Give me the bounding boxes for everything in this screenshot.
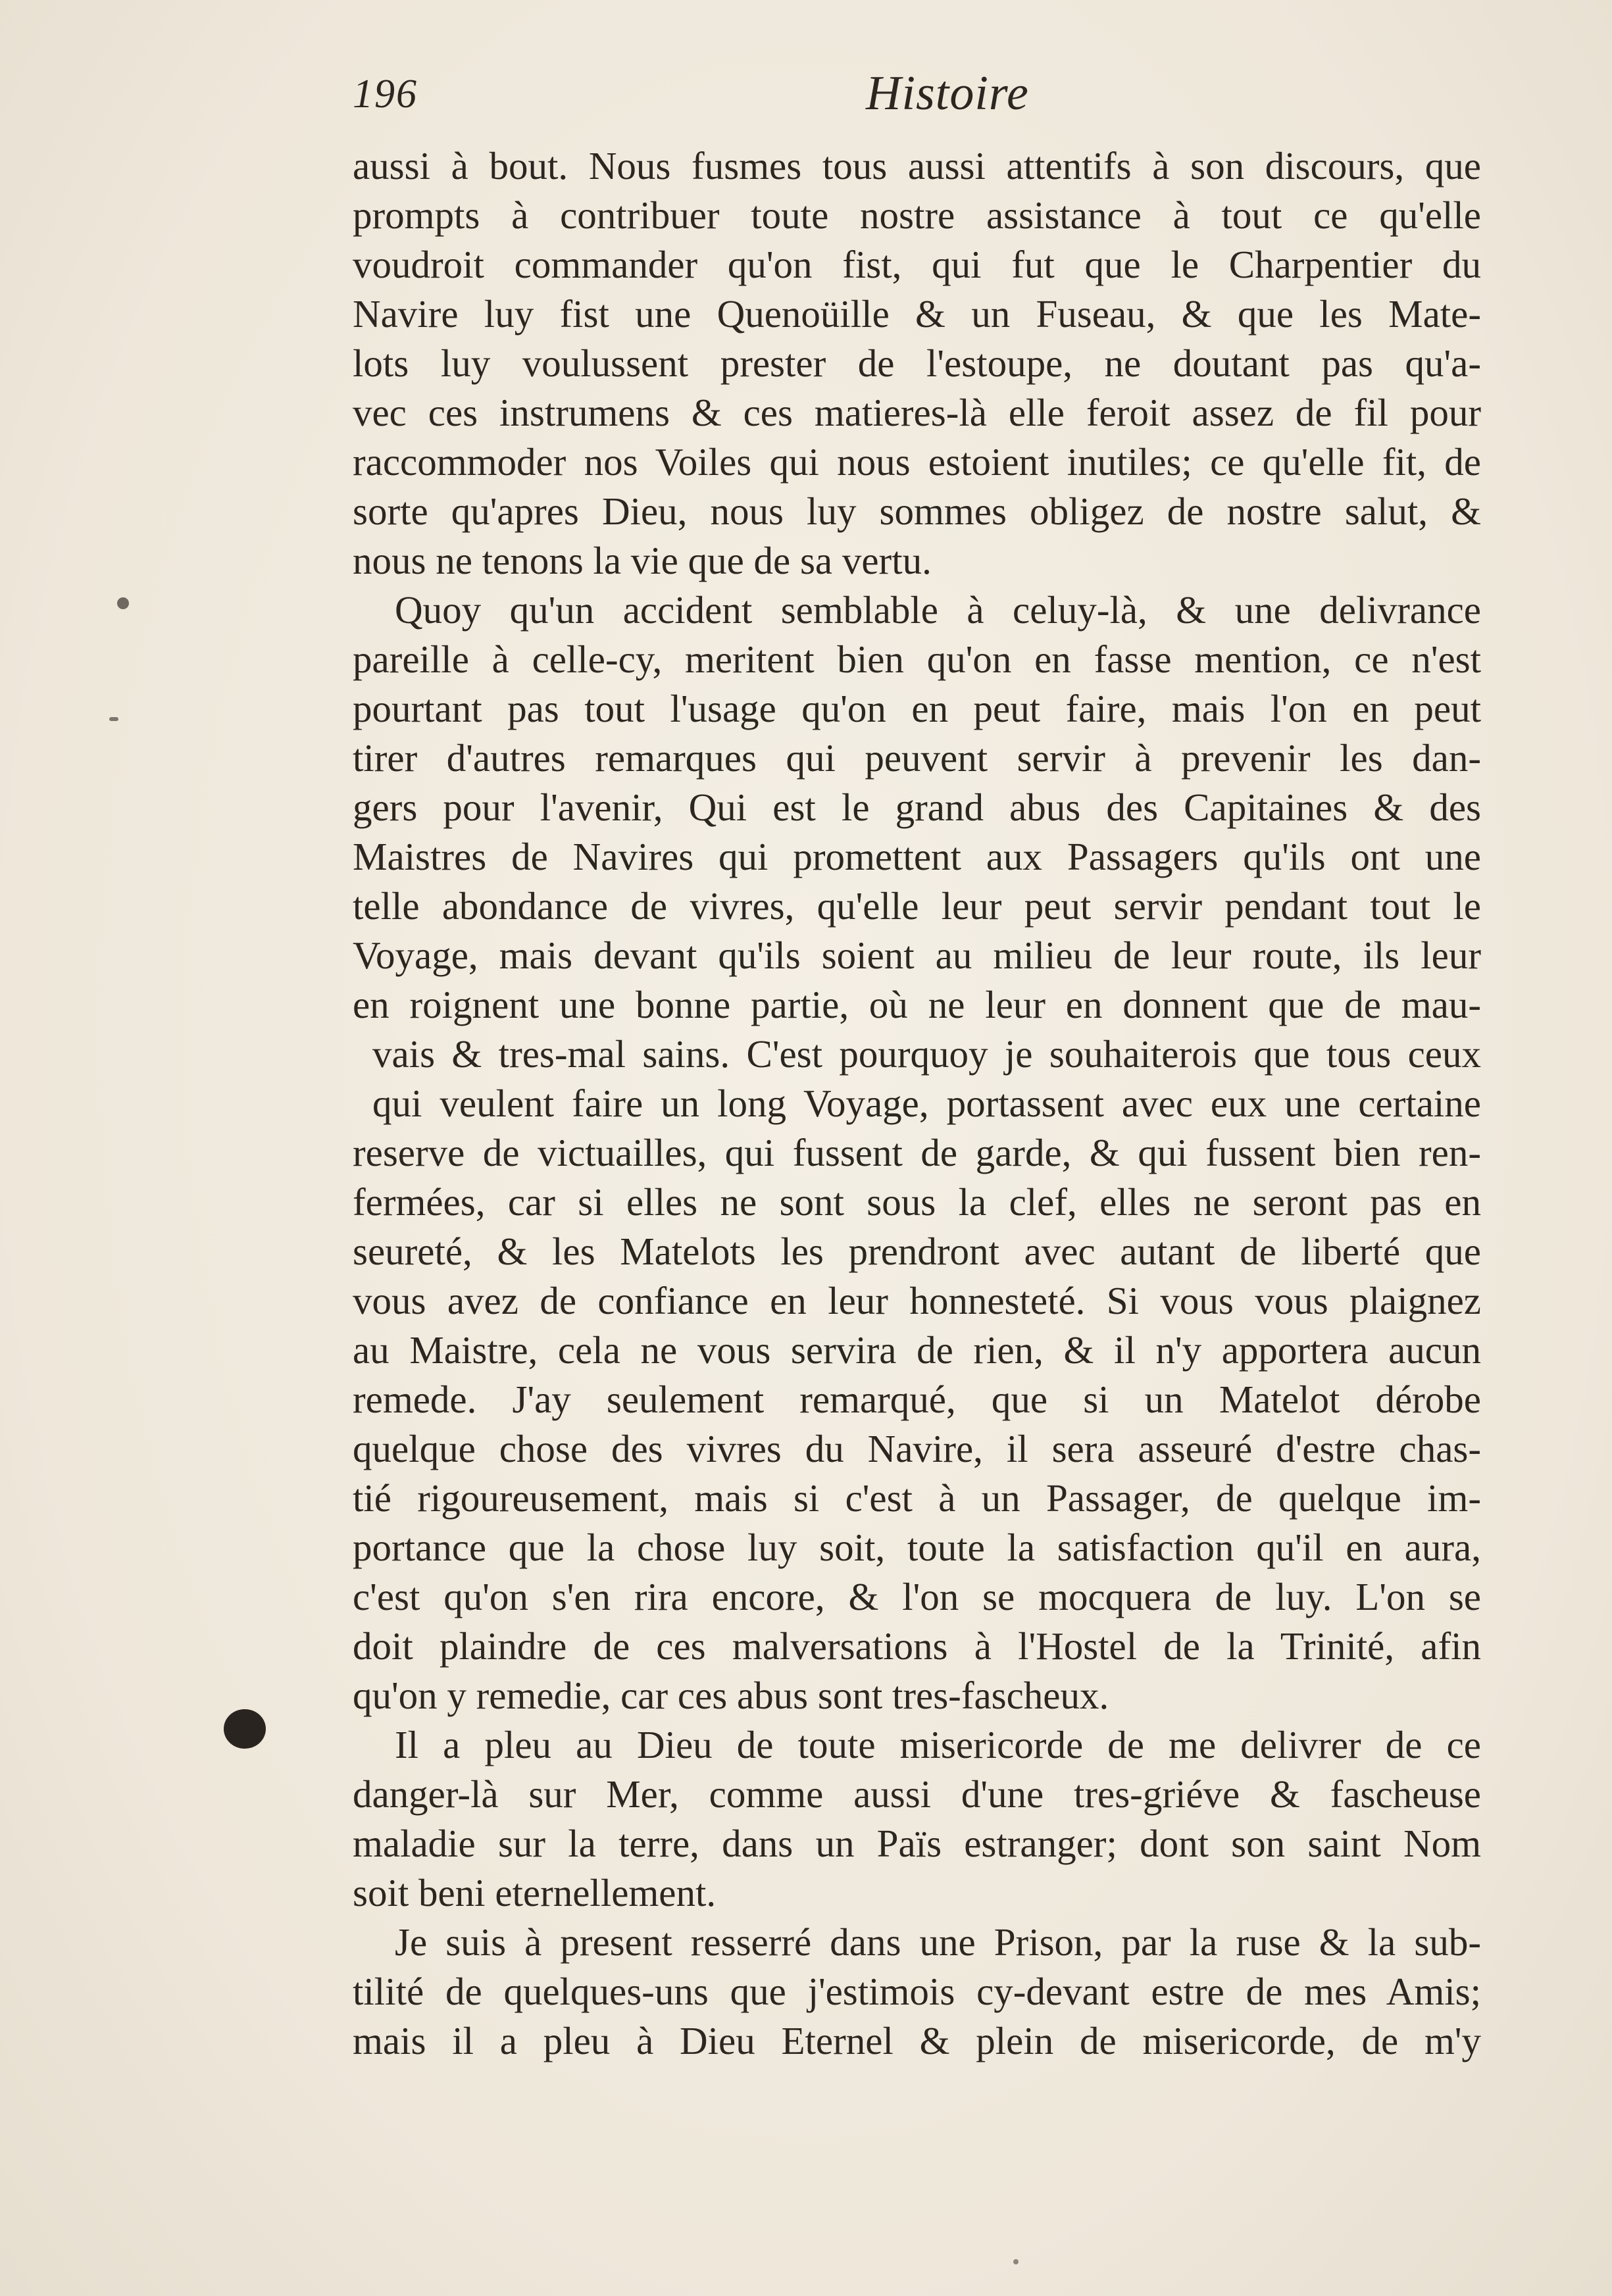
text-line: tirer d'autres remarques qui peuvent servir à prevenir les dan- <box>353 736 1481 780</box>
text-line: remede. J'ay seulement remarqué, que si un Matelot dérobe <box>353 1378 1481 1421</box>
ink-spot <box>1013 2259 1019 2264</box>
text-line: prompts à contribuer toute nostre assistance à tout ce qu'elle <box>353 193 1481 237</box>
text-line: au Maistre, cela ne vous servira de rien, & il n'y apportera aucun <box>353 1328 1481 1372</box>
text-line: telle abondance de vivres, qu'elle leur peut servir pendant tout le <box>353 884 1481 928</box>
page-number: 196 <box>353 72 418 116</box>
ink-spot <box>109 717 118 721</box>
text-line: pareille à celle-cy, meritent bien qu'on en fasse mention, ce n'est <box>353 637 1481 681</box>
ink-blot <box>224 1709 266 1749</box>
text-line: reserve de victuailles, qui fussent de garde, & qui fussent bien ren- <box>353 1131 1481 1174</box>
text-line: tié rigoureusement, mais si c'est à un Passager, de quelque im- <box>353 1476 1481 1520</box>
text-line: danger-là sur Mer, comme aussi d'une tres-griéve & fascheuse <box>353 1772 1481 1816</box>
text-line: qu'on y remedie, car ces abus sont tres-fascheux. <box>353 1674 1109 1717</box>
paragraph-first-line: Je suis à present resserré dans une Prison, par la ruse & la sub- <box>395 1920 1481 1964</box>
text-line: nous ne tenons la vie que de sa vertu. <box>353 539 932 582</box>
text-line: sorte qu'apres Dieu, nous luy sommes obligez de nostre salut, & <box>353 489 1481 533</box>
text-line: vec ces instrumens & ces matieres-là elle feroit assez de fil pour <box>353 391 1481 434</box>
paragraph-first-line: Il a pleu au Dieu de toute misericorde de me delivrer de ce <box>395 1723 1481 1766</box>
text-line: fermées, car si elles ne sont sous la clef, elles ne seront pas en <box>353 1180 1481 1224</box>
running-title: Histoire <box>866 66 1029 120</box>
text-line: c'est qu'on s'en rira encore, & l'on se mocquera de luy. L'on se <box>353 1575 1481 1618</box>
text-line: aussi à bout. Nous fusmes tous aussi attentifs à son discours, que <box>353 144 1481 187</box>
text-line: doit plaindre de ces malversations à l'Hostel de la Trinité, afin <box>353 1624 1481 1668</box>
text-line: Navire luy fist une Quenoüille & un Fuseau, & que les Mate- <box>353 292 1481 336</box>
text-line: maladie sur la terre, dans un Païs estranger; dont son saint Nom <box>353 1822 1481 1865</box>
text-line: lots luy voulussent prester de l'estoupe, ne doutant pas qu'a- <box>353 341 1481 385</box>
text-line: vous avez de confiance en leur honnesteté. Si vous vous plaignez <box>353 1279 1481 1322</box>
text-line: tilité de quelques-uns que j'estimois cy-devant estre de mes Amis; <box>353 1970 1481 2013</box>
text-line: vais & tres-mal sains. C'est pourquoy je souhaiterois que tous ceux <box>372 1032 1481 1076</box>
text-line: raccommoder nos Voiles qui nous estoient inutiles; ce qu'elle fit, de <box>353 440 1481 484</box>
text-line: portance que la chose luy soit, toute la satisfaction qu'il en aura, <box>353 1526 1481 1569</box>
text-line: Maistres de Navires qui promettent aux Passagers qu'ils ont une <box>353 835 1481 878</box>
text-line: Voyage, mais devant qu'ils soient au milieu de leur route, ils leur <box>353 934 1481 977</box>
text-line: seureté, & les Matelots les prendront avec autant de liberté que <box>353 1230 1481 1273</box>
body-text <box>353 141 1481 2066</box>
text-line: pourtant pas tout l'usage qu'on en peut faire, mais l'on en peut <box>353 687 1481 730</box>
text-line: quelque chose des vivres du Navire, il sera asseuré d'estre chas- <box>353 1427 1481 1470</box>
text-line: soit beni eternellement. <box>353 1871 717 1914</box>
text-line: gers pour l'avenir, Qui est le grand abus des Capitaines & des <box>353 786 1481 829</box>
text-line: mais il a pleu à Dieu Eternel & plein de misericorde, de m'y <box>353 2019 1481 2062</box>
page-header <box>353 66 1484 132</box>
ink-spot <box>117 597 129 609</box>
text-line: qui veulent faire un long Voyage, portassent avec eux une certaine <box>372 1082 1481 1125</box>
paragraph-first-line: Quoy qu'un accident semblable à celuy-là, & une delivrance <box>395 588 1481 632</box>
text-line: en roignent une bonne partie, où ne leur en donnent que de mau- <box>353 983 1481 1026</box>
text-line: voudroit commander qu'on fist, qui fut que le Charpentier du <box>353 243 1481 286</box>
